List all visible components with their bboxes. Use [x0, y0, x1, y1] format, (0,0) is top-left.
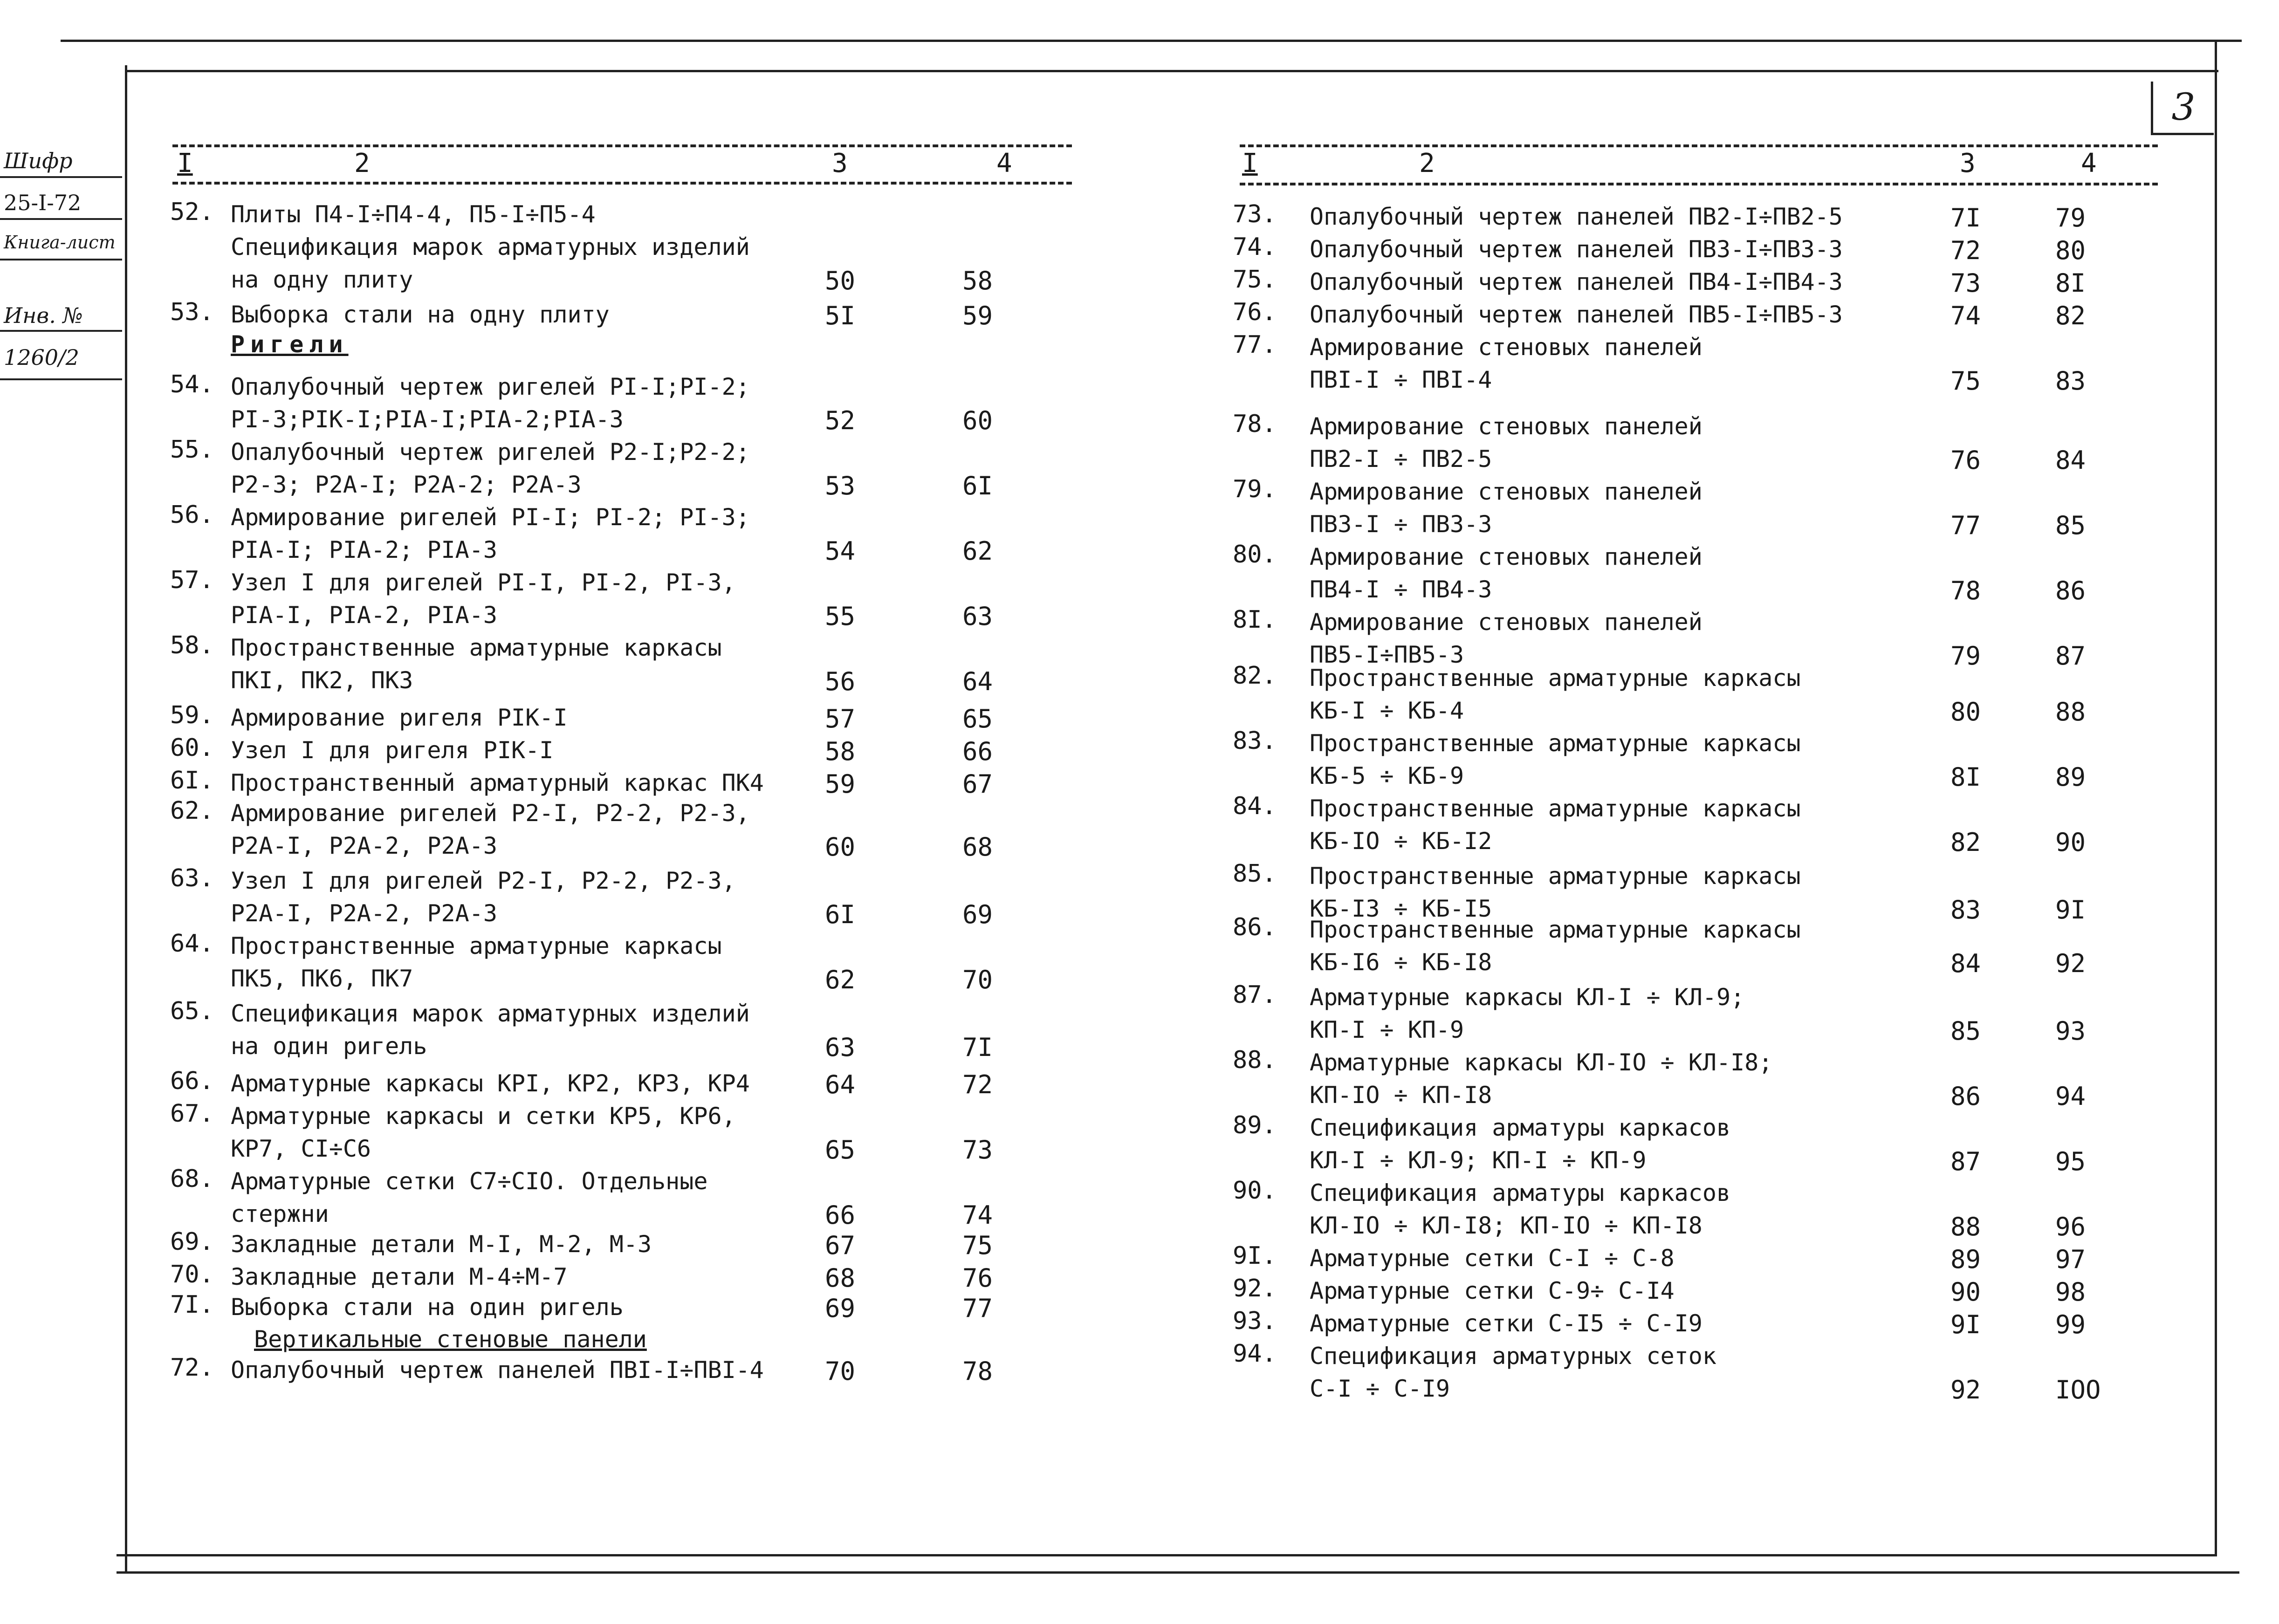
entry-col3-value: 63 [825, 1033, 856, 1062]
entry-title-line: P2-3; P2A-I; P2A-2; P2A-3 [231, 471, 582, 498]
entry-number: 77. [1233, 331, 1277, 359]
entry-col3-value: 72 [1950, 236, 1981, 265]
entry-col3-value: 8I [1950, 762, 1981, 792]
entry-title-line: Пространственные арматурные каркасы [231, 634, 722, 661]
entry-title-line: Армирование стеновых панелей [1310, 543, 1702, 570]
entry-col3-value: 73 [1950, 268, 1981, 298]
entry-col3-value: 6I [825, 900, 856, 929]
entry-title-line: Пространственный арматурный каркас ПК4 [231, 769, 764, 796]
entry-col3-value: 53 [825, 471, 856, 500]
entry-title-line: Арматурные каркасы КЛ-IO ÷ КЛ-I8; [1310, 1049, 1773, 1076]
entry-col4-value: 59 [962, 301, 993, 330]
left-header-col-2: 2 [354, 148, 370, 178]
entry-title-line: Опалубочный чертеж ригелей P2-I;P2-2; [231, 439, 750, 466]
header-dash-bottom [172, 182, 1072, 185]
entry-number: 6I. [170, 767, 214, 795]
entry-col4-value: 92 [2055, 949, 2086, 978]
entry-number: 89. [1233, 1111, 1277, 1139]
entry-title-line: ПВI-I ÷ ПВI-4 [1310, 366, 1492, 393]
frame-top-outer-line [61, 40, 2242, 42]
entry-col4-value: 8I [2055, 268, 2086, 298]
entry-col3-value: 88 [1950, 1212, 1981, 1241]
margin-inventory-label: Инв. № [4, 303, 83, 328]
entry-col4-value: 62 [962, 536, 993, 566]
entry-number: 9I. [1233, 1242, 1277, 1270]
entry-number: 54. [170, 370, 214, 398]
frame-bottom-inner-line [117, 1554, 2216, 1556]
entry-col4-value: 77 [962, 1294, 993, 1323]
entry-title-line: стержни [231, 1200, 329, 1227]
entry-col4-value: 60 [962, 406, 993, 435]
entry-col4-value: 66 [962, 737, 993, 766]
entry-title-line: Армирование стеновых панелей [1310, 334, 1702, 361]
entry-col4-value: 73 [962, 1135, 993, 1165]
entry-title-line: Выборка стали на один ригель [231, 1294, 624, 1321]
margin-rule [0, 218, 122, 220]
entry-title-line: P2A-I, P2A-2, P2A-3 [231, 900, 497, 927]
entry-title-line: Закладные детали M-4÷M-7 [231, 1263, 568, 1290]
entry-title-line: ПВ2-I ÷ ПВ2-5 [1310, 445, 1492, 473]
header-dash-bottom [1240, 183, 2158, 185]
entry-col4-value: 76 [962, 1263, 993, 1293]
entry-title-line: С-I ÷ С-I9 [1310, 1375, 1450, 1402]
margin-rule [0, 378, 122, 380]
entry-title-line: Армирование стеновых панелей [1310, 413, 1702, 440]
entry-title-line: ПКI, ПК2, ПК3 [231, 667, 413, 694]
margin-cipher-label: Шифр [4, 148, 73, 173]
entry-col4-value: 90 [2055, 828, 2086, 857]
entry-col3-value: 58 [825, 737, 856, 766]
entry-title-line: Опалубочный чертеж панелей ПВ2-I÷ПВ2-5 [1310, 203, 1843, 230]
entry-title-line: Армирование ригеля PIK-I [231, 704, 568, 731]
header-dash-top [172, 144, 1072, 147]
entry-number: 70. [170, 1261, 214, 1288]
entry-col4-value: 98 [2055, 1277, 2086, 1307]
entry-col3-value: 66 [825, 1200, 856, 1230]
entry-col4-value: 80 [2055, 236, 2086, 265]
entry-number: 65. [170, 997, 214, 1025]
entry-number: 69. [170, 1228, 214, 1256]
entry-col4-value: 86 [2055, 576, 2086, 605]
entry-col3-value: 68 [825, 1263, 856, 1293]
entry-col4-value: 82 [2055, 301, 2086, 330]
left-header-col-4: 4 [996, 148, 1012, 178]
entry-col4-value: 9I [2055, 895, 2086, 925]
entry-col3-value: 52 [825, 406, 856, 435]
section-heading: Ригели [231, 331, 349, 358]
entry-col3-value: 80 [1950, 697, 1981, 726]
entry-col3-value: 85 [1950, 1016, 1981, 1046]
entry-col3-value: 60 [825, 832, 856, 862]
entry-title-line: PI-3;PIK-I;PIA-I;PIA-2;PIA-3 [231, 406, 624, 433]
entry-title-line: Опалубочный чертеж панелей ПВ4-I÷ПВ4-3 [1310, 268, 1843, 295]
entry-number: 59. [170, 701, 214, 729]
entry-title-line: Опалубочный чертеж панелей ПВI-I÷ПВI-4 [231, 1357, 764, 1384]
margin-rule [0, 259, 122, 260]
entry-title-line: КЛ-IO ÷ КЛ-I8; КП-IO ÷ КП-I8 [1310, 1212, 1702, 1239]
entry-title-line: ПВ4-I ÷ ПВ4-3 [1310, 576, 1492, 603]
frame-left-line [125, 65, 127, 1573]
entry-col3-value: 84 [1950, 949, 1981, 978]
entry-col3-value: 76 [1950, 445, 1981, 475]
entry-title-line: Армирование стеновых панелей [1310, 478, 1702, 505]
entry-number: 75. [1233, 266, 1277, 294]
entry-number: 85. [1233, 860, 1277, 888]
entry-number: 73. [1233, 200, 1277, 228]
entry-col3-value: 77 [1950, 511, 1981, 540]
entry-title-line: Пространственные арматурные каркасы [1310, 795, 1801, 822]
frame-top-inner-line [126, 70, 2218, 72]
margin-inventory-value: 1260/2 [4, 345, 79, 370]
margin-rule [0, 176, 122, 178]
entry-col3-value: 59 [825, 769, 856, 799]
frame-right-line [2215, 42, 2217, 1556]
entry-col4-value: 75 [962, 1231, 993, 1260]
entry-number: 88. [1233, 1046, 1277, 1074]
entry-title-line: Арматурные сетки C7÷CIO. Отдельные [231, 1168, 708, 1195]
entry-number: 58. [170, 631, 214, 659]
entry-title-line: Узел I для ригелей PI-I, PI-2, PI-3, [231, 569, 736, 596]
entry-number: 76. [1233, 298, 1277, 326]
entry-title-line: Выборка стали на одну плиту [231, 301, 610, 328]
entry-title-line: КП-I ÷ КП-9 [1310, 1016, 1464, 1043]
entry-title-line: КБ-I3 ÷ КБ-I5 [1310, 895, 1492, 922]
entry-title-line: Спецификация марок арматурных изделий [231, 1000, 750, 1027]
entry-title-line: Арматурные сетки С-I5 ÷ С-I9 [1310, 1310, 1702, 1337]
entry-number: 68. [170, 1165, 214, 1193]
entry-col3-value: 7I [1950, 203, 1981, 233]
entry-col4-value: 67 [962, 769, 993, 799]
entry-col4-value: 72 [962, 1070, 993, 1099]
entry-number: 62. [170, 797, 214, 825]
entry-number: 87. [1233, 981, 1277, 1009]
entry-col3-value: 92 [1950, 1375, 1981, 1405]
entry-title-line: PIA-I, PIA-2, PIA-3 [231, 602, 497, 629]
entry-col3-value: 70 [825, 1357, 856, 1386]
entry-col4-value: 74 [962, 1200, 993, 1230]
entry-number: 84. [1233, 792, 1277, 820]
entry-col4-value: 63 [962, 602, 993, 631]
right-header-col-2: 2 [1419, 148, 1435, 178]
entry-number: 93. [1233, 1307, 1277, 1335]
frame-bottom-outer-line [117, 1571, 2239, 1574]
entry-col3-value: 65 [825, 1135, 856, 1165]
entry-title-line: КБ-I ÷ КБ-4 [1310, 697, 1464, 724]
entry-col3-value: 87 [1950, 1147, 1981, 1176]
entry-col3-value: 56 [825, 667, 856, 696]
entry-col4-value: 93 [2055, 1016, 2086, 1046]
entry-col4-value: 58 [962, 266, 993, 295]
entry-title-line: Арматурные каркасы KPI, KP2, KP3, KP4 [231, 1070, 750, 1097]
entry-number: 74. [1233, 233, 1277, 261]
entry-title-line: Закладные детали M-I, M-2, M-3 [231, 1231, 652, 1258]
entry-title-line: Пространственные арматурные каркасы [231, 932, 722, 959]
entry-col3-value: 9I [1950, 1310, 1981, 1339]
page-number: 3 [2151, 82, 2214, 135]
entry-title-line: Пространственные арматурные каркасы [1310, 730, 1801, 757]
entry-col4-value: 97 [2055, 1245, 2086, 1274]
entry-title-line: Армирование стеновых панелей [1310, 609, 1702, 636]
entry-number: 90. [1233, 1177, 1277, 1205]
entry-col3-value: 5I [825, 301, 856, 330]
entry-number: 55. [170, 436, 214, 464]
entry-number: 80. [1233, 541, 1277, 569]
entry-title-line: Арматурные каркасы и сетки KP5, KP6, [231, 1103, 736, 1130]
entry-number: 52. [170, 198, 214, 226]
entry-title-line: PIA-I; PIA-2; PIA-3 [231, 536, 497, 563]
entry-number: 83. [1233, 727, 1277, 755]
entry-title-line: ПК5, ПК6, ПК7 [231, 965, 413, 992]
entry-title-line: Спецификация арматуры каркасов [1310, 1114, 1731, 1141]
entry-col3-value: 86 [1950, 1082, 1981, 1111]
entry-title-line: КП-IO ÷ КП-I8 [1310, 1082, 1492, 1109]
entry-number: 64. [170, 930, 214, 958]
entry-number: 63. [170, 864, 214, 892]
entry-col3-value: 90 [1950, 1277, 1981, 1307]
entry-title-line: P2A-I, P2A-2, P2A-3 [231, 832, 497, 859]
entry-col4-value: 85 [2055, 511, 2086, 540]
entry-col3-value: 67 [825, 1231, 856, 1260]
entry-title-line: Спецификация марок арматурных изделий [231, 233, 750, 260]
section-heading: Вертикальные стеновые панели [254, 1326, 647, 1353]
header-dash-top [1240, 144, 2158, 147]
entry-title-line: Спецификация арматуры каркасов [1310, 1179, 1731, 1206]
entry-col3-value: 57 [825, 704, 856, 733]
entry-number: 67. [170, 1100, 214, 1128]
right-header-col-4: 4 [2081, 148, 2097, 178]
entry-title-line: ПВ5-I÷ПВ5-3 [1310, 641, 1464, 668]
entry-col3-value: 78 [1950, 576, 1981, 605]
margin-book-sheet-label: Книга-лист [4, 232, 116, 253]
entry-number: 60. [170, 734, 214, 762]
left-header-col-3: 3 [832, 148, 848, 178]
entry-title-line: Арматурные сетки С-9÷ С-I4 [1310, 1277, 1675, 1304]
entry-col3-value: 50 [825, 266, 856, 295]
entry-col4-value: 69 [962, 900, 993, 929]
entry-col4-value: 70 [962, 965, 993, 994]
entry-title-line: Опалубочный чертеж панелей ПВ5-I÷ПВ5-3 [1310, 301, 1843, 328]
entry-title-line: КБ-5 ÷ КБ-9 [1310, 762, 1464, 789]
entry-col4-value: IOO [2055, 1375, 2101, 1405]
entry-col4-value: 78 [962, 1357, 993, 1386]
entry-title-line: КЛ-I ÷ КЛ-9; КП-I ÷ КП-9 [1310, 1147, 1647, 1174]
entry-number: 72. [170, 1354, 214, 1382]
entry-col4-value: 88 [2055, 697, 2086, 726]
entry-title-line: Арматурные сетки С-I ÷ С-8 [1310, 1245, 1675, 1272]
entry-col3-value: 74 [1950, 301, 1981, 330]
entry-title-line: Опалубочный чертеж ригелей PI-I;PI-2; [231, 373, 750, 400]
entry-col4-value: 64 [962, 667, 993, 696]
entry-col3-value: 62 [825, 965, 856, 994]
entry-col3-value: 82 [1950, 828, 1981, 857]
margin-cipher-value: 25-I-72 [4, 190, 82, 215]
entry-number: 92. [1233, 1275, 1277, 1302]
entry-col4-value: 68 [962, 832, 993, 862]
entry-col3-value: 55 [825, 602, 856, 631]
entry-number: 53. [170, 298, 214, 326]
entry-col3-value: 75 [1950, 366, 1981, 396]
margin-rule [0, 330, 122, 332]
entry-title-line: Армирование ригелей PI-I; PI-2; PI-3; [231, 504, 750, 531]
entry-title-line: ПВ3-I ÷ ПВ3-3 [1310, 511, 1492, 538]
entry-col3-value: 69 [825, 1294, 856, 1323]
entry-col3-value: 89 [1950, 1245, 1981, 1274]
left-header-col-1: I [177, 148, 193, 178]
entry-title-line: Узел I для ригеля PIK-I [231, 737, 554, 764]
entry-col4-value: 83 [2055, 366, 2086, 396]
entry-col4-value: 7I [962, 1033, 993, 1062]
entry-number: 66. [170, 1067, 214, 1095]
entry-title-line: на один ригель [231, 1033, 427, 1060]
entry-title-line: Армирование ригелей P2-I, P2-2, P2-3, [231, 800, 750, 827]
entry-title-line: Пространственные арматурные каркасы [1310, 916, 1801, 943]
entry-title-line: Пространственные арматурные каркасы [1310, 665, 1801, 692]
right-header-col-1: I [1242, 148, 1258, 178]
entry-col3-value: 64 [825, 1070, 856, 1099]
entry-col4-value: 94 [2055, 1082, 2086, 1111]
entry-title-line: Опалубочный чертеж панелей ПВ3-I÷ПВ3-3 [1310, 236, 1843, 263]
entry-col4-value: 84 [2055, 445, 2086, 475]
entry-col3-value: 54 [825, 536, 856, 566]
entry-col4-value: 65 [962, 704, 993, 733]
entry-title-line: Арматурные каркасы КЛ-I ÷ КЛ-9; [1310, 984, 1745, 1011]
entry-col4-value: 6I [962, 471, 993, 500]
entry-col4-value: 89 [2055, 762, 2086, 792]
entry-number: 57. [170, 566, 214, 594]
entry-number: 78. [1233, 410, 1277, 438]
entry-number: 8I. [1233, 606, 1277, 634]
entry-title-line: КБ-IO ÷ КБ-I2 [1310, 828, 1492, 855]
entry-col4-value: 95 [2055, 1147, 2086, 1176]
entry-number: 56. [170, 501, 214, 529]
entry-title-line: Плиты П4-I÷П4-4, П5-I÷П5-4 [231, 201, 596, 228]
entry-col4-value: 79 [2055, 203, 2086, 233]
entry-title-line: КБ-I6 ÷ КБ-I8 [1310, 949, 1492, 976]
entry-title-line: на одну плиту [231, 266, 413, 293]
entry-number: 7I. [170, 1291, 214, 1319]
entry-col3-value: 83 [1950, 895, 1981, 925]
entry-col4-value: 99 [2055, 1310, 2086, 1339]
entry-title-line: KP7, CI÷C6 [231, 1135, 371, 1162]
entry-col3-value: 79 [1950, 641, 1981, 671]
entry-col4-value: 87 [2055, 641, 2086, 671]
entry-number: 94. [1233, 1340, 1277, 1368]
entry-number: 86. [1233, 913, 1277, 941]
entry-title-line: Пространственные арматурные каркасы [1310, 863, 1801, 890]
entry-col4-value: 96 [2055, 1212, 2086, 1241]
right-header-col-3: 3 [1960, 148, 1976, 178]
entry-number: 82. [1233, 662, 1277, 690]
entry-title-line: Узел I для ригелей P2-I, P2-2, P2-3, [231, 867, 736, 894]
entry-number: 79. [1233, 475, 1277, 503]
entry-title-line: Спецификация арматурных сеток [1310, 1343, 1716, 1370]
